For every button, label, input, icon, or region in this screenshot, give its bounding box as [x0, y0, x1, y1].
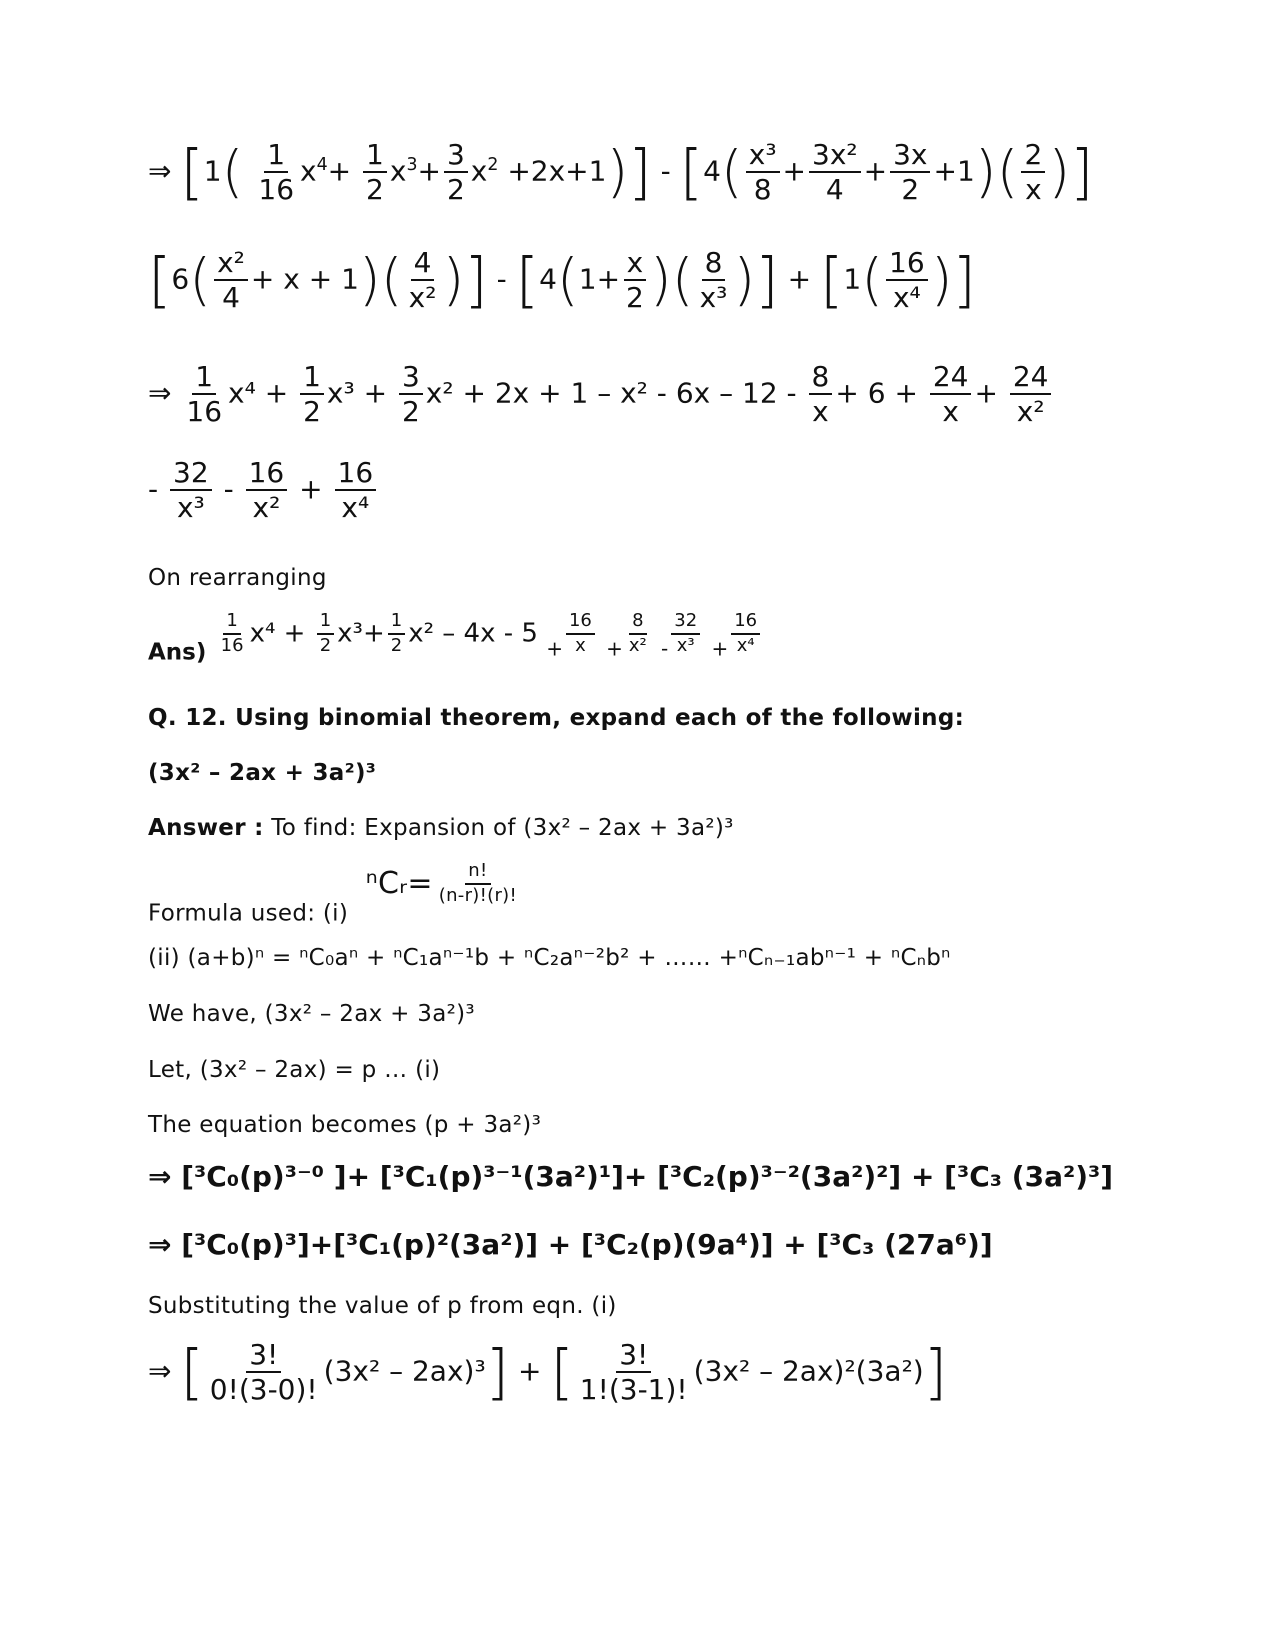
left-paren: ( [380, 247, 403, 313]
right-bracket: ] [755, 245, 779, 316]
fraction [436, 862, 520, 906]
right-paren: ) [649, 247, 672, 313]
left-bracket: [ [819, 245, 844, 316]
term: x⁴ + [228, 376, 289, 410]
numerator: 32 [671, 612, 700, 635]
operator: + [417, 154, 441, 188]
fraction [890, 140, 930, 205]
substituting-line: Substituting the value of p from eqn. (i) [148, 1293, 617, 1319]
operator: + [863, 154, 888, 188]
fraction [886, 248, 928, 313]
fraction [697, 248, 731, 313]
left-paren: ( [221, 139, 244, 205]
we-have-line: We have, (3x² – 2ax + 3a²)³ [148, 1001, 475, 1027]
denominator: 2 [303, 395, 321, 429]
exponent: 4 [316, 155, 328, 176]
fraction [170, 458, 212, 523]
left-paren: ( [189, 247, 212, 313]
right-bracket: ] [1070, 137, 1094, 208]
term: +2x+1 [507, 154, 607, 188]
answer-label: Answer : [148, 815, 264, 841]
fraction [746, 140, 780, 205]
term: x³ + [326, 376, 388, 410]
numerator: 24 [930, 362, 972, 395]
fraction [1021, 140, 1045, 205]
denominator: x [812, 395, 829, 429]
question-expression: (3x² – 2ax + 3a²)³ [148, 760, 377, 786]
fraction [388, 612, 405, 656]
fraction [577, 1340, 691, 1405]
numerator: 1 [264, 140, 288, 173]
operator: + [327, 154, 352, 188]
formula-line-1 [148, 862, 523, 926]
operator: + [299, 472, 323, 506]
exponent: 3 [406, 155, 418, 176]
denominator: 4 [825, 173, 844, 207]
denominator: x² [408, 281, 437, 315]
expansion-line-4 [148, 458, 379, 523]
numerator: 3x [890, 140, 930, 173]
denominator: 2 [626, 281, 644, 315]
step-1: ⇒ [³C₀(p)³⁻⁰ ]+ [³C₁(p)³⁻¹(3a²)¹]+ [³C₂(p)³⁻²(3a²)²] + [³C₃ (3a²)³] [148, 1160, 1114, 1193]
right-bracket: ] [628, 137, 652, 208]
numerator: 2 [1021, 140, 1045, 173]
numerator: 3 [399, 362, 423, 395]
denominator: 2 [390, 634, 403, 656]
numerator: 3 [444, 140, 468, 173]
fraction [566, 612, 595, 656]
denominator: 16 [258, 173, 295, 207]
operator: - [660, 154, 671, 188]
numerator: 16 [246, 458, 288, 491]
answer-paragraph [148, 815, 734, 841]
term: (3x² – 2ax)³ [323, 1354, 486, 1388]
denominator: 2 [401, 395, 420, 429]
denominator: x² [1016, 395, 1045, 429]
term: + x + 1 [250, 262, 359, 296]
coefficient: 6 [171, 262, 190, 296]
right-paren: ) [930, 247, 953, 313]
fraction [255, 140, 297, 205]
substitution-line [148, 1337, 948, 1408]
answer-text: To find: Expansion of (3x² – 2ax + 3a²)³ [263, 815, 734, 841]
numerator: x³ [746, 140, 780, 173]
term: x [389, 154, 407, 188]
equation-becomes-line: The equation becomes (p + 3a²)³ [148, 1112, 542, 1138]
left-paren: ( [556, 247, 579, 313]
denominator: x² [252, 491, 281, 525]
fraction [731, 612, 760, 656]
formula-label: Formula used: (i) [148, 900, 349, 927]
left-paren: ( [671, 247, 694, 313]
numerator: 8 [809, 362, 833, 395]
denominator: 1!(3-1)! [579, 1373, 688, 1407]
numerator: 1 [317, 612, 334, 635]
denominator: x³ [676, 634, 695, 656]
fraction [183, 362, 225, 427]
coefficient: 4 [539, 262, 557, 296]
left-bracket: [ [550, 1337, 574, 1408]
fraction [399, 362, 423, 427]
expansion-line-3 [148, 362, 1054, 427]
operator: - [496, 262, 507, 296]
denominator: (n-r)!(r)! [438, 884, 517, 906]
implies-arrow: ⇒ [148, 1354, 172, 1388]
operator: + [518, 1354, 542, 1388]
fraction [406, 248, 440, 313]
fraction [218, 612, 247, 656]
denominator: x [942, 395, 959, 429]
denominator: 2 [901, 173, 920, 207]
denominator: 2 [446, 173, 465, 207]
term: x³+ [337, 618, 385, 649]
numerator: 3! [246, 1340, 281, 1373]
left-bracket: [ [148, 245, 172, 316]
term: x [300, 154, 317, 188]
numerator: 16 [566, 612, 595, 635]
left-paren: ( [861, 247, 884, 313]
step-2: ⇒ [³C₀(p)³]+[³C₁(p)²(3a²)] + [³C₂(p)(9a⁴)] + [³C₃ (27a⁶)] [148, 1228, 993, 1261]
operator: - [148, 472, 159, 506]
denominator: x³ [176, 491, 205, 525]
expansion-line-2 [148, 245, 976, 316]
right-bracket: ] [952, 245, 976, 316]
left-paren: ( [996, 139, 1019, 205]
fraction [246, 458, 288, 523]
denominator: 2 [319, 634, 332, 656]
numerator: 16 [886, 248, 928, 281]
expansion-line-1 [148, 137, 1094, 208]
left-bracket: [ [679, 137, 704, 208]
term: + 6 + [835, 376, 918, 410]
denominator: x² [628, 634, 647, 656]
numerator: 3! [616, 1340, 651, 1373]
operator: - [223, 472, 234, 506]
coefficient: 1 [843, 262, 862, 296]
numerator: 32 [170, 458, 212, 491]
numerator: x [624, 248, 647, 281]
fraction [214, 248, 248, 313]
denominator: x [1025, 173, 1042, 207]
fraction [626, 612, 650, 656]
denominator: 4 [222, 281, 240, 315]
numerator: 4 [411, 248, 435, 281]
formula-line-2: (ii) (a+b)ⁿ = ⁿC₀aⁿ + ⁿC₁aⁿ⁻¹b + ⁿC₂aⁿ⁻²b² + …… +ⁿCₙ₋₁abⁿ⁻¹ + ⁿCₙbⁿ [148, 945, 951, 971]
denominator: x⁴ [892, 281, 921, 315]
fraction [809, 140, 861, 205]
right-bracket: ] [464, 245, 488, 316]
fraction [930, 362, 972, 427]
term: x² + 2x + 1 – x² - 6x – 12 - [425, 376, 797, 410]
numerator: 1 [363, 140, 387, 173]
implies-arrow: ⇒ [148, 154, 172, 188]
term: +1 [933, 154, 975, 188]
denominator: 16 [186, 395, 223, 429]
coefficient: 4 [703, 154, 721, 188]
operator: + [787, 262, 812, 296]
numerator: 8 [629, 612, 646, 635]
denominator: 2 [366, 173, 384, 207]
term: 1+ [578, 262, 621, 296]
ans-label: Ans) [148, 639, 207, 666]
numerator: 16 [335, 458, 377, 491]
denominator: 8 [753, 173, 772, 207]
fraction [1010, 362, 1052, 427]
right-paren: ) [606, 139, 629, 205]
denominator: x⁴ [341, 491, 370, 525]
numerator: 24 [1010, 362, 1052, 395]
right-paren: ) [442, 247, 465, 313]
fraction [300, 362, 324, 427]
left-bracket: [ [180, 137, 204, 208]
exponent: 2 [487, 155, 499, 176]
right-paren: ) [733, 247, 756, 313]
numerator: 1 [388, 612, 405, 635]
ncr-formula [366, 862, 523, 906]
answer-line [148, 612, 763, 665]
right-paren: ) [358, 247, 381, 313]
fraction [363, 140, 387, 205]
fraction [623, 248, 647, 313]
right-paren: ) [1048, 139, 1071, 205]
denominator: x⁴ [736, 634, 755, 656]
numerator: 3x² [809, 140, 861, 173]
numerator: 1 [300, 362, 324, 395]
fraction [444, 140, 468, 205]
denominator: 16 [220, 634, 244, 656]
operator: + [546, 636, 563, 661]
denominator: x [575, 634, 586, 656]
coefficient: 1 [203, 154, 222, 188]
fraction [335, 458, 377, 523]
ncr-lhs: ⁿCᵣ= [365, 866, 433, 902]
operator: - [661, 636, 669, 661]
term: + [974, 376, 998, 410]
numerator: 8 [702, 248, 726, 281]
term: x² – 4x - 5 [408, 618, 538, 649]
let-line: Let, (3x² – 2ax) = p … (i) [148, 1057, 441, 1083]
numerator: 1 [192, 362, 216, 395]
operator: + [782, 154, 807, 188]
term: (3x² – 2ax)²(3a²) [693, 1354, 924, 1388]
numerator: x² [214, 248, 248, 281]
implies-arrow: ⇒ [148, 376, 172, 410]
question-heading: Q. 12. Using binomial theorem, expand each of the following: [148, 705, 965, 731]
fraction [207, 1340, 321, 1405]
numerator: 16 [731, 612, 760, 635]
left-bracket: [ [515, 245, 540, 316]
left-bracket: [ [180, 1337, 204, 1408]
right-bracket: ] [485, 1337, 510, 1408]
fraction [317, 612, 334, 656]
right-bracket: ] [923, 1337, 948, 1408]
left-paren: ( [720, 139, 743, 205]
right-paren: ) [974, 139, 997, 205]
denominator: x³ [699, 281, 728, 315]
operator: + [711, 636, 729, 661]
numerator: 1 [223, 612, 240, 635]
operator: + [606, 636, 623, 661]
fraction [809, 362, 833, 427]
denominator: 0!(3-0)! [209, 1373, 318, 1407]
numerator: n! [465, 862, 490, 885]
term: x⁴ + [249, 618, 306, 649]
on-rearranging-text: On rearranging [148, 565, 327, 591]
fraction [671, 612, 700, 656]
term: x [470, 154, 488, 188]
